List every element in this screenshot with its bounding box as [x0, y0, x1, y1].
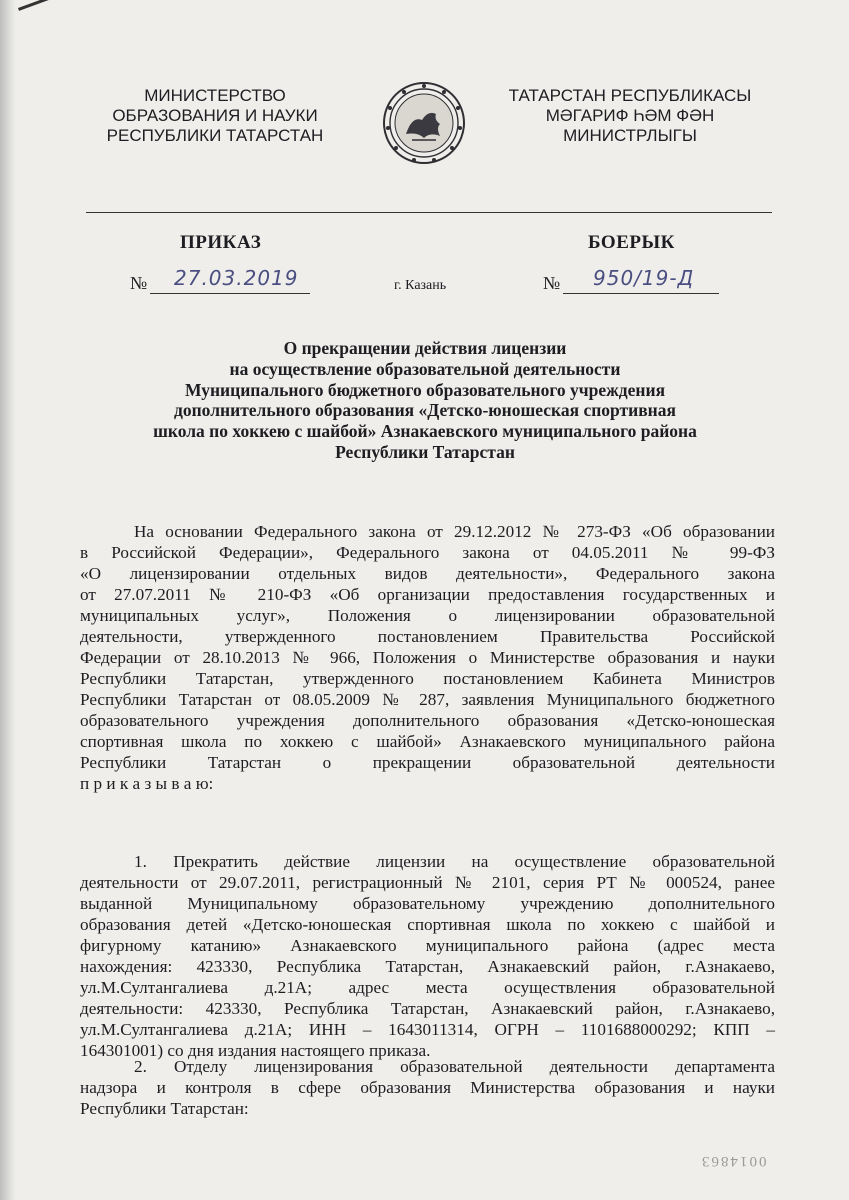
- paragraph-line: деятельности: 423330, Республика Татарстан, Азнакаевский район, г.Азнакаево,: [80, 999, 775, 1018]
- ministry-ru-line: МИНИСТЕРСТВО: [144, 86, 286, 105]
- ministry-ru-line: ОБРАЗОВАНИЯ И НАУКИ: [112, 106, 318, 125]
- paragraph-line: образовательного учреждения дополнительного образования «Детско-юношеская: [80, 711, 775, 730]
- subject-line: дополнительного образования «Детско-юношеская спортивная: [174, 400, 676, 421]
- paragraph-line: деятельности, утвержденного постановлением Правительства Российской: [80, 627, 775, 646]
- paragraph-line: Республики Татарстан о прекращении образовательной деятельности: [80, 753, 775, 772]
- paragraph-line: фигурному катанию» Азнакаевского муниципального района (адрес места: [80, 936, 775, 955]
- ministry-name-tt: [500, 86, 760, 146]
- paragraph-line: спортивная школа по хоккею с шайбой» Азнакаевского муниципального района: [80, 732, 775, 751]
- number-underline: [563, 293, 719, 294]
- paragraph-line: муниципальных услуг», Положения о лицензировании образовательной: [80, 606, 775, 625]
- subject-line: Муниципального бюджетного образовательного учреждения: [184, 379, 666, 400]
- paragraph-line: 1. Прекратить действие лицензии на осуществление образовательной: [134, 852, 775, 871]
- paragraph-line: Республики Татарстан:: [80, 1099, 249, 1118]
- item-2-paragraph: [80, 1056, 775, 1119]
- paragraph-line: от 27.07.2011 № 210-ФЗ «Об организации предоставления государственных и: [80, 585, 775, 604]
- ministry-ru-line: РЕСПУБЛИКИ ТАТАРСТАН: [106, 126, 324, 145]
- header-divider: [86, 212, 772, 213]
- preamble-paragraph: [80, 521, 775, 794]
- scan-edge-shadow: [0, 0, 16, 1200]
- subject-line: школа по хоккею с шайбой» Азнакаевского муниципального района: [153, 421, 697, 442]
- order-title-ru: ПРИКАЗ: [180, 232, 262, 253]
- order-title-tt: БОЕРЫК: [588, 232, 675, 253]
- ministry-tt-line: ТАТАРСТАН РЕСПУБЛИКАСЫ: [508, 86, 752, 105]
- ministry-tt-line: МИНИСТРЛЫГЫ: [563, 126, 697, 145]
- paragraph-line: На основании Федерального закона от 29.12.2012 № 273-ФЗ «Об образовании: [134, 522, 775, 541]
- paragraph-line: надзора и контроля в сфере образования Министерства образования и науки: [80, 1078, 775, 1097]
- number-sign: №: [130, 273, 148, 293]
- ministry-name-ru: [85, 86, 345, 146]
- paragraph-line: Республики Татарстан от 08.05.2009 № 287, заявления Муниципального бюджетного: [80, 690, 775, 709]
- paragraph-line: ул.М.Султангалиева д.21А; ИНН – 1643011314, ОГРН – 1101688000292; КПП –: [80, 1020, 775, 1039]
- paragraph-line: деятельности от 29.07.2011, регистрационный № 2101, серия РТ № 000524, ранее: [80, 873, 775, 892]
- handwritten-number: 950/19-Д: [593, 266, 695, 290]
- handwritten-date: 27.03.2019: [174, 266, 299, 290]
- form-serial-stamp: 0014863: [700, 1153, 767, 1169]
- paragraph-line: 2. Отделу лицензирования образовательной деятельности департамента: [134, 1057, 775, 1076]
- order-subject: [110, 338, 740, 463]
- orders-keyword: п р и к а з ы в а ю:: [80, 774, 214, 793]
- date-underline: [150, 293, 310, 294]
- subject-line: на осуществление образовательной деятельности: [229, 358, 621, 379]
- paragraph-line: «О лицензировании отдельных видов деятельности», Федерального закона: [80, 564, 775, 583]
- number-sign: №: [543, 273, 561, 293]
- paragraph-line: ул.М.Султангалиева д.21А; адрес места осуществления образовательной: [80, 978, 775, 997]
- paragraph-line: Республики Татарстан, утвержденного постановлением Кабинета Министров: [80, 669, 775, 688]
- ministry-tt-line: МӘГАРИФ ҺӘМ ФӘН: [545, 106, 715, 125]
- paragraph-line: образования детей «Детско-юношеская спортивная школа по хоккею с шайбой и: [80, 915, 775, 934]
- paragraph-line: в Российской Федерации», Федерального закона от 04.05.2011 № 99-ФЗ: [80, 543, 775, 562]
- paragraph-line: 164301001) со дня издания настоящего приказа.: [80, 1041, 431, 1060]
- item-1-paragraph: [80, 851, 775, 1061]
- paragraph-line: Федерации от 28.10.2013 № 966, Положения о Министерстве образования и науки: [80, 648, 775, 667]
- subject-line: Республики Татарстан: [335, 441, 515, 462]
- paragraph-line: выданной Муниципальному образовательному учреждению дополнительного: [80, 894, 775, 913]
- subject-line: О прекращении действия лицензии: [283, 338, 567, 358]
- order-number-field: [543, 266, 719, 296]
- paragraph-line: нахождения: 423330, Республика Татарстан, Азнакаевский район, г.Азнакаево,: [80, 957, 775, 976]
- tatarstan-emblem-icon: [382, 80, 466, 166]
- scan-corner-mark: [18, 0, 74, 39]
- order-date-field: [130, 266, 310, 296]
- city: г. Казань: [394, 278, 447, 293]
